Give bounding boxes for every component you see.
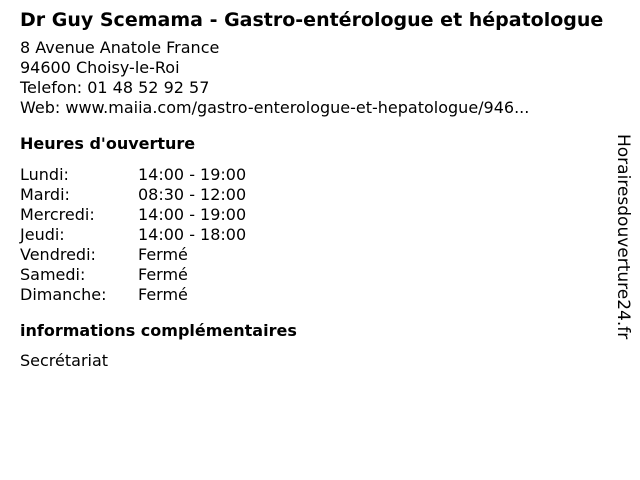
website-link[interactable]: Web: www.maiia.com/gastro-enterologue-et-hepatologue/946...	[20, 98, 530, 117]
hours-row-vendredi	[20, 245, 610, 265]
hours-heading: Heures d'ouverture	[20, 134, 196, 153]
hours-time: Fermé	[138, 265, 188, 284]
phone-number: Telefon: 01 48 52 92 57	[20, 78, 210, 97]
hours-time: Fermé	[138, 245, 188, 264]
hours-time: Fermé	[138, 285, 188, 304]
hours-day: Dimanche:	[20, 285, 107, 304]
hours-day: Jeudi:	[20, 225, 65, 244]
opening-hours-table	[20, 165, 610, 305]
hours-day: Mercredi:	[20, 205, 95, 224]
hours-day: Vendredi:	[20, 245, 96, 264]
business-card	[20, 10, 610, 371]
hours-row-jeudi	[20, 225, 610, 245]
hours-day: Samedi:	[20, 265, 86, 284]
hours-time: 14:00 - 19:00	[138, 205, 247, 224]
info-text: Secrétariat	[20, 351, 109, 370]
street-address: 8 Avenue Anatole France	[20, 38, 220, 57]
hours-row-mardi	[20, 185, 610, 205]
site-watermark: Horairesdouverture24.fr	[613, 134, 633, 340]
page-title: Dr Guy Scemama - Gastro-entérologue et hépatologue	[20, 9, 604, 31]
hours-row-mercredi	[20, 205, 610, 225]
city-address: 94600 Choisy-le-Roi	[20, 58, 180, 77]
hours-time: 08:30 - 12:00	[138, 185, 247, 204]
hours-row-dimanche	[20, 285, 610, 305]
hours-time: 14:00 - 18:00	[138, 225, 247, 244]
address-block	[20, 38, 610, 118]
info-heading: informations complémentaires	[20, 321, 297, 340]
hours-row-lundi	[20, 165, 610, 185]
hours-day: Lundi:	[20, 165, 69, 184]
hours-day: Mardi:	[20, 185, 70, 204]
hours-row-samedi	[20, 265, 610, 285]
hours-time: 14:00 - 19:00	[138, 165, 247, 184]
